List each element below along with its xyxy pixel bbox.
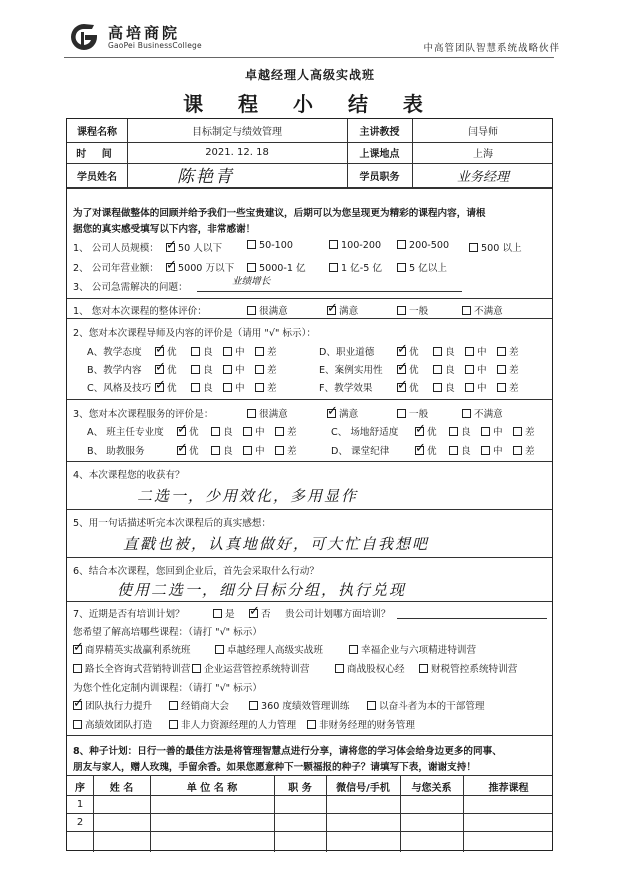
logo-english-name: GaoPei BusinessCollege <box>108 41 202 50</box>
teacher-eval-row-c: C、风格及技巧 <box>87 383 152 394</box>
checkbox[interactable] <box>462 306 471 315</box>
svc-b-3[interactable]: 中 <box>243 443 265 457</box>
courses-label: 您希望了解高培哪些课程：（请打 "√" 标示） <box>73 627 262 638</box>
teacher-label: 主讲教授 <box>359 127 400 138</box>
checkbox[interactable] <box>481 427 490 436</box>
header-rule <box>64 57 554 58</box>
q3-answer-handwritten[interactable]: 业绩增长 <box>232 276 271 287</box>
teacher-eval-row-d: D、职业道德 <box>319 347 375 358</box>
checkbox[interactable] <box>223 347 232 356</box>
checkbox[interactable] <box>497 383 506 392</box>
service-option-3[interactable]: 一般 <box>397 406 428 420</box>
q7-area-label: 贵公司计划哪方面培训？ <box>285 609 391 620</box>
q1-option-1[interactable]: ✓ 50 人以下 <box>166 240 222 254</box>
q2-option-4[interactable]: 5 亿以上 <box>397 260 447 274</box>
grade-e-4[interactable]: 差 <box>497 362 519 376</box>
service-row-a: A、 班主任专业度 <box>87 427 164 438</box>
teacher-eval-row-e: E、案例实用性 <box>319 365 383 376</box>
q2-option-1[interactable]: ✓ 5000 万以下 <box>166 260 234 274</box>
checkbox[interactable] <box>249 701 258 710</box>
divider <box>67 735 552 736</box>
student-name-handwritten[interactable]: 陈艳青 <box>177 166 234 187</box>
checkbox[interactable] <box>397 409 406 418</box>
checkbox[interactable] <box>155 347 164 356</box>
checkbox[interactable] <box>397 383 406 392</box>
service-option-4[interactable]: 不满意 <box>462 406 503 420</box>
checkbox[interactable] <box>247 240 256 249</box>
overall-option-3[interactable]: 一般 <box>397 303 428 317</box>
checkbox[interactable] <box>497 365 506 374</box>
grade-c-3[interactable]: 中 <box>223 380 245 394</box>
q7-label: 7、近期是否有培训计划？ <box>73 609 185 620</box>
svc-d-1[interactable]: ✓ 优 <box>415 443 437 457</box>
service-row-d: D、 课堂纪律 <box>331 446 390 457</box>
checkbox[interactable] <box>215 645 224 654</box>
grade-f-3[interactable]: 中 <box>465 380 487 394</box>
course-option-7[interactable]: 财税管控系统特训营 <box>419 661 517 675</box>
overall-option-4[interactable]: 不满意 <box>462 303 503 317</box>
custom-option-7[interactable]: 非财务经理的财务管理 <box>307 717 415 731</box>
custom-option-6[interactable]: 非人力资源经理的人力管理 <box>169 717 296 731</box>
grade-b-3[interactable]: 中 <box>223 362 245 376</box>
table-header-no: 序 <box>75 783 85 794</box>
grade-d-1[interactable]: ✓ 优 <box>397 344 419 358</box>
divider <box>67 318 552 319</box>
checkbox[interactable] <box>166 263 175 272</box>
checkbox[interactable] <box>327 409 336 418</box>
q5-answer-handwritten[interactable]: 直戳也被，认真地做好，可大忙自我想吧 <box>123 535 430 553</box>
place-label: 上课地点 <box>359 149 400 160</box>
custom-option-4[interactable]: 以奋斗者为本的干部管理 <box>367 698 485 712</box>
checkbox[interactable] <box>155 365 164 374</box>
checkbox[interactable] <box>73 720 82 729</box>
course-option-4[interactable]: 路长全咨询式营销特训营 <box>73 661 191 675</box>
divider <box>67 399 552 400</box>
divider <box>67 775 552 776</box>
checkbox[interactable] <box>513 446 522 455</box>
checkbox[interactable] <box>465 365 474 374</box>
intro-line-1: 为了对课程做整体的回顾并给予我们一些宝贵建议，后期可以为您呈现更为精彩的课程内容，请根 <box>73 208 486 219</box>
checkbox[interactable] <box>397 365 406 374</box>
q1-label: 1、 公司人员规模： <box>73 243 159 254</box>
q8-line-2: 朋友与家人，赠人玫瑰，手留余香。如果您愿意种下一颗福报的种子？请填写下表，谢谢支持！ <box>73 762 476 773</box>
checkbox[interactable] <box>223 383 232 392</box>
custom-option-1[interactable]: ✓团队执行力提升 <box>73 698 152 712</box>
grade-d-2[interactable]: 良 <box>433 344 455 358</box>
q2-option-2[interactable]: 5000-1 亿 <box>247 260 306 274</box>
grade-a-1[interactable]: ✓ 优 <box>155 344 177 358</box>
grade-a-4[interactable]: 差 <box>255 344 277 358</box>
checkbox[interactable] <box>397 240 406 249</box>
grade-c-2[interactable]: 良 <box>191 380 213 394</box>
custom-option-2[interactable]: 经销商大会 <box>169 698 229 712</box>
teacher-eval-row-a: A、教学态度 <box>87 347 142 358</box>
svc-b-4[interactable]: 差 <box>275 443 297 457</box>
custom-option-3[interactable]: 360 度绩效管理训练 <box>249 698 350 712</box>
checkbox[interactable] <box>329 263 338 272</box>
grade-d-4[interactable]: 差 <box>497 344 519 358</box>
grade-f-4[interactable]: 差 <box>497 380 519 394</box>
svc-a-1[interactable]: ✓ 优 <box>177 424 199 438</box>
checkbox[interactable] <box>397 263 406 272</box>
checkbox[interactable] <box>191 383 200 392</box>
grade-e-3[interactable]: 中 <box>465 362 487 376</box>
teacher-eval-row-f: F、教学效果 <box>319 383 373 394</box>
checkbox[interactable] <box>243 446 252 455</box>
table-header-name: 姓 名 <box>109 783 134 794</box>
course-value: 目标制定与绩效管理 <box>192 127 282 138</box>
checkbox[interactable] <box>243 427 252 436</box>
checkbox[interactable] <box>481 446 490 455</box>
q6-answer-handwritten[interactable]: 使用二选一，细分目标分组，执行兑现 <box>117 581 407 599</box>
q1-option-4[interactable]: 200-500 <box>397 240 449 251</box>
checkbox[interactable] <box>462 409 471 418</box>
teacher-eval-label: 2、您对本次课程导师及内容的评价是（请用 "√" 标示）： <box>73 328 316 339</box>
checkbox[interactable] <box>275 446 284 455</box>
custom-label: 为您个性化定制内训课程：（请打 "√" 标示） <box>73 683 262 694</box>
service-row-b: B、 助教服务 <box>87 446 145 457</box>
time-value: 2021. 12. 18 <box>205 147 269 158</box>
checkbox[interactable] <box>335 664 344 673</box>
service-eval-label: 3、您对本次课程服务的评价是： <box>73 409 214 420</box>
checkbox[interactable] <box>307 720 316 729</box>
grade-f-2[interactable]: 良 <box>433 380 455 394</box>
checkbox[interactable] <box>327 306 336 315</box>
checkbox[interactable] <box>415 427 424 436</box>
checkbox[interactable] <box>449 427 458 436</box>
place-value: 上海 <box>473 149 493 160</box>
grade-b-4[interactable]: 差 <box>255 362 277 376</box>
svc-c-3[interactable]: 中 <box>481 424 503 438</box>
checkbox[interactable] <box>465 383 474 392</box>
divider <box>67 813 552 814</box>
checkbox[interactable] <box>247 263 256 272</box>
checkbox[interactable] <box>397 306 406 315</box>
overall-option-1[interactable]: 很满意 <box>247 303 288 317</box>
form-frame <box>66 118 553 851</box>
q7-no[interactable]: ✓ 否 <box>249 606 271 620</box>
checkbox[interactable] <box>275 427 284 436</box>
grade-f-1[interactable]: ✓ 优 <box>397 380 419 394</box>
checkbox[interactable] <box>433 383 442 392</box>
checkbox[interactable] <box>247 409 256 418</box>
svc-d-2[interactable]: 良 <box>449 443 471 457</box>
q6-label: 6、结合本次课程，您回到企业后，首先会采取什么行动？ <box>73 566 319 577</box>
grade-d-3[interactable]: 中 <box>465 344 487 358</box>
table-row-1-no: 1 <box>76 799 84 810</box>
table-header-contact: 微信号/手机 <box>336 783 390 794</box>
svc-b-2[interactable]: 良 <box>211 443 233 457</box>
student-label: 学员姓名 <box>77 171 117 183</box>
overall-option-2[interactable]: ✓ 满意 <box>327 303 358 317</box>
divider <box>67 831 552 832</box>
grade-a-2[interactable]: 良 <box>191 344 213 358</box>
divider <box>67 461 552 462</box>
grade-e-2[interactable]: 良 <box>433 362 455 376</box>
checkbox[interactable] <box>213 609 222 618</box>
svc-d-4[interactable]: 差 <box>513 443 535 457</box>
checkbox[interactable] <box>211 427 220 436</box>
course-option-1[interactable]: ✓商界精英实战赢利系统班 <box>73 642 191 656</box>
q1-option-3[interactable]: 100-200 <box>329 240 381 251</box>
logo <box>66 22 206 56</box>
teacher-eval-row-b: B、教学内容 <box>87 365 142 376</box>
q3-underline <box>197 291 462 292</box>
checkbox[interactable] <box>249 609 258 618</box>
table-row-2-no: 2 <box>76 817 84 828</box>
checkbox[interactable] <box>73 645 82 654</box>
q4-answer-handwritten[interactable]: 二选一，少用效化，多用显作 <box>137 487 359 505</box>
checkbox[interactable] <box>155 383 164 392</box>
course-option-3[interactable]: 幸福企业与六项精进特训营 <box>349 642 476 656</box>
q8-line-1: 8、种子计划：日行一善的最佳方法是将管理智慧点进行分享，请将您的学习体会给身边更多的同事、 <box>73 746 502 757</box>
checkbox[interactable] <box>166 243 175 252</box>
svc-d-3[interactable]: 中 <box>481 443 503 457</box>
checkbox[interactable] <box>397 347 406 356</box>
position-label: 学员职务 <box>359 171 400 183</box>
checkbox[interactable] <box>192 664 201 673</box>
overall-label: 1、 您对本次课程的整体评价： <box>73 306 207 317</box>
checkbox[interactable] <box>513 427 522 436</box>
checkbox[interactable] <box>449 446 458 455</box>
divider <box>67 795 552 796</box>
svc-c-2[interactable]: 良 <box>449 424 471 438</box>
divider <box>67 601 552 602</box>
checkbox[interactable] <box>191 365 200 374</box>
grade-b-1[interactable]: ✓ 优 <box>155 362 177 376</box>
q3-label: 3、 公司急需解决的问题： <box>73 282 188 293</box>
checkbox[interactable] <box>255 347 264 356</box>
time-label: 时 间 <box>76 149 118 160</box>
checkbox[interactable] <box>73 664 82 673</box>
checkbox[interactable] <box>329 240 338 249</box>
checkbox[interactable] <box>191 347 200 356</box>
course-option-2[interactable]: 卓越经理人高级实战班 <box>215 642 323 656</box>
grade-e-1[interactable]: ✓ 优 <box>397 362 419 376</box>
checkbox[interactable] <box>177 427 186 436</box>
checkbox[interactable] <box>433 365 442 374</box>
checkbox[interactable] <box>255 383 264 392</box>
course-label: 课程名称 <box>77 127 117 138</box>
checkbox[interactable] <box>367 701 376 710</box>
svc-c-1[interactable]: ✓ 优 <box>415 424 437 438</box>
teacher-value: 闫导师 <box>468 127 498 138</box>
checkbox[interactable] <box>349 645 358 654</box>
position-handwritten[interactable]: 业务经理 <box>456 169 509 185</box>
service-option-2[interactable]: ✓ 满意 <box>327 406 358 420</box>
svc-c-4[interactable]: 差 <box>513 424 535 438</box>
table-header-course: 推荐课程 <box>488 783 529 794</box>
q5-label: 5、用一句话描述听完本次课程后的真实感想： <box>73 518 271 529</box>
checkbox[interactable] <box>419 664 428 673</box>
page-title: 课 程 小 结 表 <box>183 92 437 116</box>
svc-a-4[interactable]: 差 <box>275 424 297 438</box>
grade-c-1[interactable]: ✓ 优 <box>155 380 177 394</box>
q7-yes[interactable]: 是 <box>213 606 235 620</box>
logo-mark-icon <box>66 22 102 52</box>
svc-a-3[interactable]: 中 <box>243 424 265 438</box>
logo-chinese-name: 高培商院 <box>108 24 181 42</box>
custom-option-5[interactable]: 高绩效团队打造 <box>73 717 152 731</box>
divider <box>67 509 552 510</box>
checkbox[interactable] <box>169 701 178 710</box>
grade-a-3[interactable]: 中 <box>223 344 245 358</box>
course-option-5[interactable]: 企业运营管控系统特训营 <box>192 661 310 675</box>
checkbox[interactable] <box>497 347 506 356</box>
checkbox[interactable] <box>169 720 178 729</box>
q2-label: 2、 公司年营业额： <box>73 263 159 274</box>
q1-option-5[interactable]: 500 以上 <box>469 240 522 254</box>
intro-line-2: 据您的真实感受填写以下内容，非常感谢！ <box>73 224 256 235</box>
divider <box>67 557 552 558</box>
grade-c-4[interactable]: 差 <box>255 380 277 394</box>
q4-label: 4、本次课程您的收获有？ <box>73 470 185 481</box>
service-option-1[interactable]: 很满意 <box>247 406 288 420</box>
course-option-6[interactable]: 商战股权心经 <box>335 661 405 675</box>
checkbox[interactable] <box>223 365 232 374</box>
checkbox[interactable] <box>415 446 424 455</box>
checkbox[interactable] <box>465 347 474 356</box>
divider <box>67 298 552 299</box>
q7-area-underline <box>397 618 547 619</box>
table-header-relation: 与您关系 <box>411 783 452 794</box>
svc-b-1[interactable]: ✓ 优 <box>177 443 199 457</box>
class-name: 卓越经理人高级实战班 <box>244 68 375 82</box>
checkbox[interactable] <box>211 446 220 455</box>
checkbox[interactable] <box>433 347 442 356</box>
checkbox[interactable] <box>247 306 256 315</box>
table-header-title: 职 务 <box>288 783 312 794</box>
table-header-company: 单 位 名 称 <box>186 783 238 794</box>
divider <box>67 187 552 189</box>
checkbox[interactable] <box>255 365 264 374</box>
service-row-c: C、 场地舒适度 <box>331 427 399 438</box>
q2-option-3[interactable]: 1 亿-5 亿 <box>329 260 382 274</box>
q1-option-2[interactable]: 50-100 <box>247 240 293 251</box>
checkbox[interactable] <box>177 446 186 455</box>
checkbox[interactable] <box>469 243 478 252</box>
grade-b-2[interactable]: 良 <box>191 362 213 376</box>
tagline: 中高管团队智慧系统战略伙伴 <box>423 43 560 54</box>
svc-a-2[interactable]: 良 <box>211 424 233 438</box>
checkbox[interactable] <box>73 701 82 710</box>
